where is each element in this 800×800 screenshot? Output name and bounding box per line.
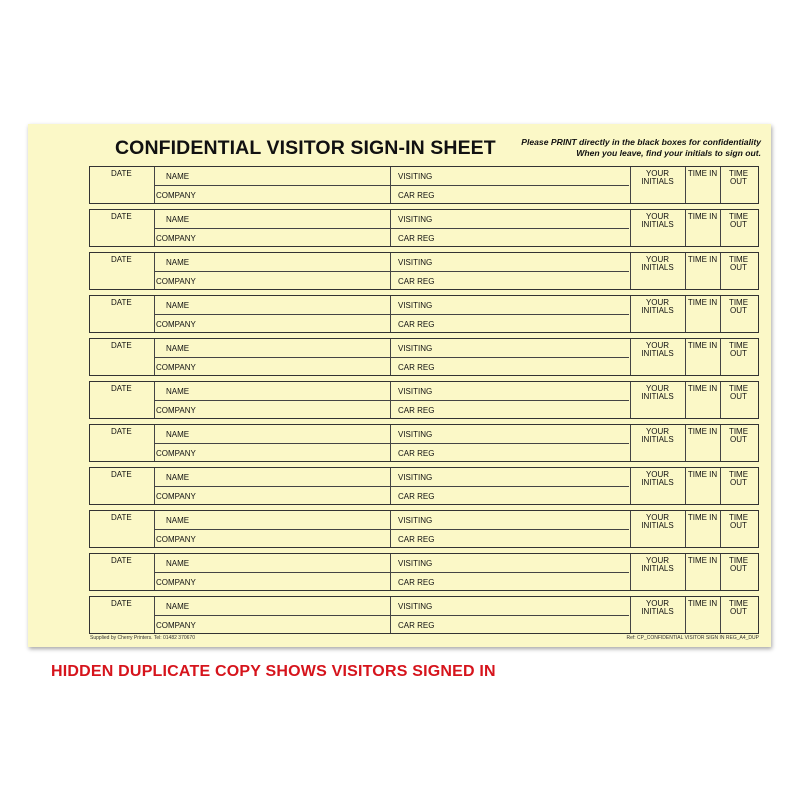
date-label[interactable]: DATE — [111, 384, 132, 393]
time-in-field[interactable]: TIME IN — [687, 341, 718, 350]
visiting-field[interactable]: VISITING — [398, 258, 433, 267]
sign-in-entry — [89, 252, 759, 290]
visiting-field[interactable]: VISITING — [398, 473, 433, 482]
name-field[interactable]: NAME — [166, 301, 190, 310]
row-divider — [154, 615, 629, 616]
visiting-field[interactable]: VISITING — [398, 516, 433, 525]
your-initials-field[interactable]: YOUR INITIALS — [641, 556, 674, 573]
name-field[interactable]: NAME — [166, 559, 190, 568]
company-field[interactable]: COMPANY — [156, 621, 196, 630]
your-initials-field[interactable]: YOUR INITIALS — [641, 384, 674, 401]
row-divider — [154, 357, 629, 358]
car-reg-field[interactable]: CAR REG — [398, 277, 435, 286]
time-out-field[interactable]: TIME OUT — [728, 470, 749, 487]
date-label[interactable]: DATE — [111, 169, 132, 178]
date-label[interactable]: DATE — [111, 599, 132, 608]
your-initials-field[interactable]: YOUR INITIALS — [641, 255, 674, 272]
sign-in-entry — [89, 166, 759, 204]
row-divider — [154, 443, 629, 444]
your-initials-field[interactable]: YOUR INITIALS — [641, 513, 674, 530]
date-label[interactable]: DATE — [111, 556, 132, 565]
date-label[interactable]: DATE — [111, 341, 132, 350]
name-field[interactable]: NAME — [166, 258, 190, 267]
your-initials-field[interactable]: YOUR INITIALS — [641, 169, 674, 186]
car-reg-field[interactable]: CAR REG — [398, 406, 435, 415]
sign-in-entry — [89, 553, 759, 591]
your-initials-field[interactable]: YOUR INITIALS — [641, 212, 674, 229]
time-in-field[interactable]: TIME IN — [687, 556, 718, 565]
time-out-field[interactable]: TIME OUT — [728, 298, 749, 315]
visitor-sign-in-sheet — [28, 124, 771, 647]
visiting-field[interactable]: VISITING — [398, 344, 433, 353]
time-out-field[interactable]: TIME OUT — [728, 427, 749, 444]
company-field[interactable]: COMPANY — [156, 320, 196, 329]
instruction-line-2: When you leave, find your initials to sign out. — [576, 147, 761, 158]
company-field[interactable]: COMPANY — [156, 234, 196, 243]
car-reg-field[interactable]: CAR REG — [398, 621, 435, 630]
your-initials-field[interactable]: YOUR INITIALS — [641, 470, 674, 487]
sign-in-entry — [89, 596, 759, 634]
time-out-field[interactable]: TIME OUT — [728, 599, 749, 616]
sign-in-entry — [89, 467, 759, 505]
car-reg-field[interactable]: CAR REG — [398, 449, 435, 458]
sign-in-entry — [89, 209, 759, 247]
car-reg-field[interactable]: CAR REG — [398, 363, 435, 372]
car-reg-field[interactable]: CAR REG — [398, 234, 435, 243]
row-divider — [154, 314, 629, 315]
row-divider — [154, 572, 629, 573]
visiting-field[interactable]: VISITING — [398, 172, 433, 181]
name-field[interactable]: NAME — [166, 387, 190, 396]
your-initials-field[interactable]: YOUR INITIALS — [641, 599, 674, 616]
name-field[interactable]: NAME — [166, 602, 190, 611]
company-field[interactable]: COMPANY — [156, 277, 196, 286]
your-initials-field[interactable]: YOUR INITIALS — [641, 341, 674, 358]
time-out-field[interactable]: TIME OUT — [728, 384, 749, 401]
date-label[interactable]: DATE — [111, 298, 132, 307]
sign-in-entry — [89, 295, 759, 333]
name-field[interactable]: NAME — [166, 215, 190, 224]
date-label[interactable]: DATE — [111, 255, 132, 264]
sign-in-rows — [89, 166, 759, 639]
sign-in-entry — [89, 424, 759, 462]
row-divider — [154, 185, 629, 186]
company-field[interactable]: COMPANY — [156, 578, 196, 587]
visiting-field[interactable]: VISITING — [398, 215, 433, 224]
car-reg-field[interactable]: CAR REG — [398, 191, 435, 200]
time-in-field[interactable]: TIME IN — [687, 384, 718, 393]
time-out-field[interactable]: TIME OUT — [728, 255, 749, 272]
time-in-field[interactable]: TIME IN — [687, 513, 718, 522]
sign-in-entry — [89, 510, 759, 548]
your-initials-field[interactable]: YOUR INITIALS — [641, 427, 674, 444]
car-reg-field[interactable]: CAR REG — [398, 492, 435, 501]
form-reference: Ref: CP_CONFIDENTIAL VISITOR SIGN IN REG_A4_DUP — [626, 635, 759, 641]
name-field[interactable]: NAME — [166, 473, 190, 482]
name-field[interactable]: NAME — [166, 430, 190, 439]
time-in-field[interactable]: TIME IN — [687, 169, 718, 178]
time-out-field[interactable]: TIME OUT — [728, 169, 749, 186]
date-label[interactable]: DATE — [111, 470, 132, 479]
instruction-line-1: Please PRINT directly in the black boxes for confidentiality — [521, 137, 761, 147]
company-field[interactable]: COMPANY — [156, 535, 196, 544]
car-reg-field[interactable]: CAR REG — [398, 535, 435, 544]
name-field[interactable]: NAME — [166, 516, 190, 525]
visiting-field[interactable]: VISITING — [398, 387, 433, 396]
company-field[interactable]: COMPANY — [156, 406, 196, 415]
row-divider — [154, 228, 629, 229]
row-divider — [154, 529, 629, 530]
company-field[interactable]: COMPANY — [156, 363, 196, 372]
sign-in-entry — [89, 338, 759, 376]
name-field[interactable]: NAME — [166, 344, 190, 353]
date-label[interactable]: DATE — [111, 212, 132, 221]
time-in-field[interactable]: TIME IN — [687, 427, 718, 436]
company-field[interactable]: COMPANY — [156, 191, 196, 200]
supplier-note: Supplied by Cherry Printers. Tel: 01482 370670 — [90, 635, 195, 641]
sign-in-entry — [89, 381, 759, 419]
visiting-field[interactable]: VISITING — [398, 602, 433, 611]
date-label[interactable]: DATE — [111, 513, 132, 522]
duplicate-copy-banner: HIDDEN DUPLICATE COPY SHOWS VISITORS SIGNED IN — [51, 663, 496, 680]
row-divider — [154, 271, 629, 272]
company-field[interactable]: COMPANY — [156, 492, 196, 501]
time-out-field[interactable]: TIME OUT — [728, 341, 749, 358]
car-reg-field[interactable]: CAR REG — [398, 320, 435, 329]
time-in-field[interactable]: TIME IN — [687, 599, 718, 608]
time-in-field[interactable]: TIME IN — [687, 470, 718, 479]
your-initials-field[interactable]: YOUR INITIALS — [641, 298, 674, 315]
date-label[interactable]: DATE — [111, 427, 132, 436]
instructions — [521, 137, 761, 158]
name-field[interactable]: NAME — [166, 172, 190, 181]
time-out-field[interactable]: TIME OUT — [728, 513, 749, 530]
time-in-field[interactable]: TIME IN — [687, 298, 718, 307]
sheet-title: CONFIDENTIAL VISITOR SIGN-IN SHEET — [115, 137, 496, 159]
visiting-field[interactable]: VISITING — [398, 559, 433, 568]
row-divider — [154, 486, 629, 487]
time-out-field[interactable]: TIME OUT — [728, 556, 749, 573]
visiting-field[interactable]: VISITING — [398, 430, 433, 439]
company-field[interactable]: COMPANY — [156, 449, 196, 458]
time-in-field[interactable]: TIME IN — [687, 255, 718, 264]
car-reg-field[interactable]: CAR REG — [398, 578, 435, 587]
row-divider — [154, 400, 629, 401]
time-out-field[interactable]: TIME OUT — [728, 212, 749, 229]
time-in-field[interactable]: TIME IN — [687, 212, 718, 221]
visiting-field[interactable]: VISITING — [398, 301, 433, 310]
